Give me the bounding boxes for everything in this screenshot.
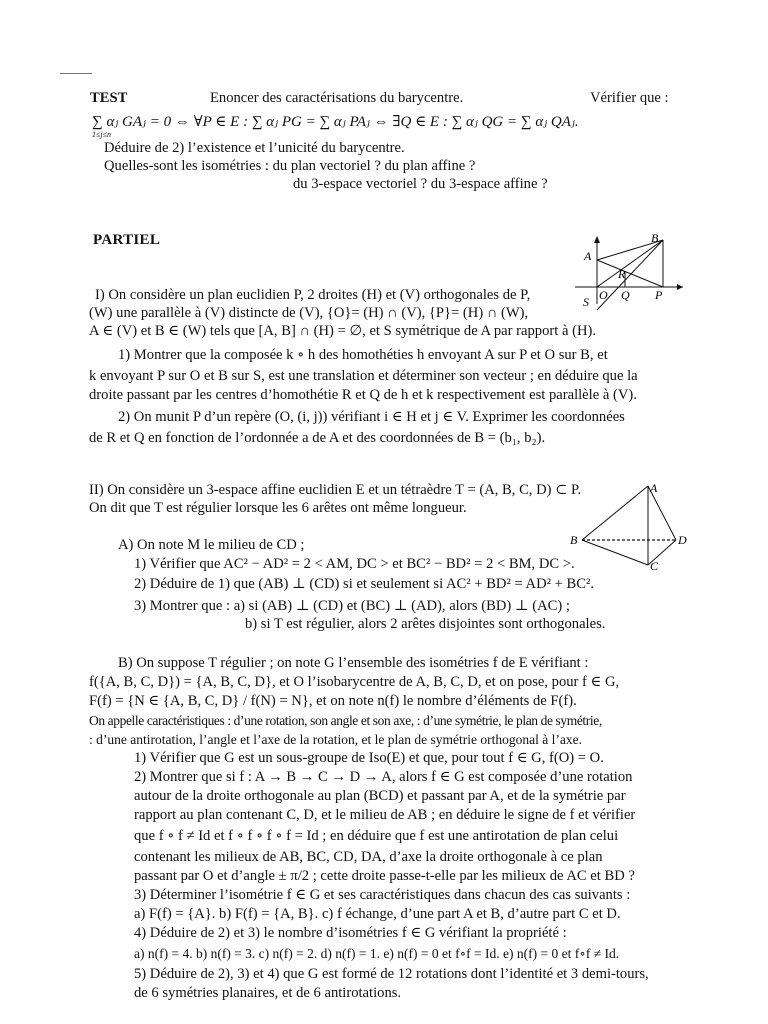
part-I-q2-line-2: de R et Q en fonction de l’ordonnée a de A et des coordonnées de B = (b₁, b₂). [89,430,546,446]
label-d: D [678,533,687,547]
part-I-line-2: (W) une parallèle à (V) distincte de (V), {O}= (H) ∩ (V), {P}= (H) ∩ (W), [89,305,529,321]
figure-tetrahedron [570,481,688,573]
part-II-B-line-2: F(f) = {N ∈ {A, B, C, D} / f(N) = N}, et on note n(f) le nombre d’éléments de F(f). [89,693,577,709]
test-line-4: Quelles-sont les isométries : du plan vectoriel ? du plan affine ? [104,158,476,174]
part-II-line-1: II) On considère un 3-espace affine euclidien E et un tétraèdre T = (A, B, C, D) ⊂ P. [89,482,582,498]
test-title: TEST [90,90,128,106]
segment-ob [597,240,663,287]
part-II-A-q2: 2) Déduire de 1) que (AB) ⊥ (CD) si et seulement si AC² + BD² = AD² + BC². [134,576,595,592]
part-I-q2-line-1: 2) On munit P d’un repère (O, (i, j)) vérifiant i ∈ H et j ∈ V. Exprimer les coordonnées [118,409,625,425]
part-II-B-q4-cases: a) n(f) = 4. b) n(f) = 3. c) n(f) = 2. d) n(f) = 1. e) n(f) = 0 et f∘f = Id. e) n(f) = 0 et f∘f ≠ Id. [134,946,620,961]
part-II-B-q2-line-3: rapport au plan contenant C, D, et le milieu de AB ; en déduire le signe de f et vérifier [134,807,636,823]
edge-ab [582,486,648,540]
partiel-title: PARTIEL [93,232,161,248]
part-II-B-q2-line-5: contenant les milieux de AB, BC, CD, DA, d’axe la droite orthogonale à ce plan [134,849,603,865]
barycentre-formula: ∑ αⱼ GAⱼ = 0 ⇔ ∀P ∈ E : ∑ αⱼ PG = ∑ αⱼ PAⱼ ⇔ ∃Q ∈ E : ∑ αⱼ QG = ∑ αⱼ QAⱼ. [92,114,579,130]
part-II-B-q2-line-1: 2) Montrer que si f : A → B → C → D → A, alors f ∈ G est composée d’une rotation [134,769,633,785]
label-a: A [584,249,592,263]
test-line-1-right: Vérifier que : [590,90,669,106]
part-II-B-q1: 1) Vérifier que G est un sous-groupe de Iso(E) et que, pour tout f ∈ G, f(O) = O. [134,750,604,766]
label-a: A [650,481,658,495]
part-II-B-q2-line-6: passant par O et d’angle ± π/2 ; cette droite passe-t-elle par les milieux de AC et BD ? [134,868,635,884]
part-I-q1-line-3: droite passant par les centres d’homothétie R et Q de h et k respectivement est parallèle à (V). [89,387,637,403]
label-p: P [655,288,663,302]
axis-v-arrow [594,236,600,243]
test-line-3: Déduire de 2) l’existence et l’unicité du barycentre. [104,140,405,156]
label-r: R [618,267,626,281]
test-line-1: Enoncer des caractérisations du barycentre. [210,90,464,106]
formula-subscript: 1≤j≤n [92,130,112,139]
part-II-B-line-3: On appelle caractéristiques : d’une rotation, son angle et son axe, : d’une symétrie, le plan de symétrie, [89,713,602,728]
part-II-B-q4: 4) Déduire de 2) et 3) le nombre d’isométries f ∈ G vérifiant la propriété : [134,925,567,941]
part-II-B-line-1: f({A, B, C, D}) = {A, B, C, D}, et O l’isobarycentre de A, B, C, D, et on pose, pour f ∈ G, [89,674,620,690]
part-I-q1-line-1: 1) Montrer que la composée k ∘ h des homothéties h envoyant A sur P et O sur B, et [118,347,608,363]
part-I-line-1: I) On considère un plan euclidien P, 2 droites (H) et (V) orthogonales de P, [95,287,531,303]
part-II-A-line-0: A) On note M le milieu de CD ; [118,537,305,553]
part-II-line-2: On dit que T est régulier lorsque les 6 arêtes ont même longueur. [89,500,467,516]
part-II-A-q1: 1) Vérifier que AC² − AD² = 2 < AM, DC > et BC² − BD² = 2 < BM, DC >. [134,556,575,572]
label-o: O [599,288,608,302]
label-b: B [570,533,578,547]
label-s: S [583,295,589,309]
part-II-B-q2-line-2: autour de la droite orthogonale au plan (BCD) et passant par A, et de la symétrie par [134,788,626,804]
label-c: C [650,559,659,573]
scan-mark [60,73,92,74]
part-II-B-q2-line-4: que f ∘ f ≠ Id et f ∘ f ∘ f ∘ f = Id ; en déduire que f est une antirotation de plan celui [134,828,619,844]
part-II-B-line-0: B) On suppose T régulier ; on note G l’ensemble des isométries f de E vérifiant : [118,655,589,671]
label-b: B [651,231,659,245]
axis-h-arrow [677,284,683,290]
part-II-A-q3b: b) si T est régulier, alors 2 arêtes disjointes sont orthogonales. [245,616,606,632]
label-q: Q [621,288,630,302]
part-II-B-q5-line-2: de 6 symétries planaires, et de 6 antirotations. [134,985,402,1001]
part-I-line-3: A ∈ (V) et B ∈ (W) tels que [A, B] ∩ (H) = ∅, et S symétrique de A par rapport à (H). [89,323,596,339]
part-II-B-line-4: : d’une antirotation, l’angle et l’axe de la rotation, et le plan de symétrie orthogonal à l’axe. [89,732,582,747]
test-line-5: du 3-espace vectoriel ? du 3-espace affine ? [293,176,548,192]
part-I-q1-line-2: k envoyant P sur O et B sur S, est une translation et déterminer son vecteur ; en déduire que la [89,368,638,384]
part-II-B-q3: 3) Déterminer l’isométrie f ∈ G et ses caractéristiques dans chacun des cas suivants : [134,887,631,903]
part-II-B-q5-line-1: 5) Déduire de 2), 3) et 4) que G est formé de 12 rotations dont l’identité et 3 demi-tours, [134,966,649,982]
figure-homothety [575,232,685,307]
part-II-A-q3a: 3) Montrer que : a) si (AB) ⊥ (CD) et (BC) ⊥ (AD), alors (BD) ⊥ (AC) ; [134,598,570,614]
edge-bc [582,540,648,565]
part-II-B-q3-cases: a) F(f) = {A}. b) F(f) = {A, B}. c) f échange, d’une part A et B, d’autre part C et D. [134,906,621,922]
